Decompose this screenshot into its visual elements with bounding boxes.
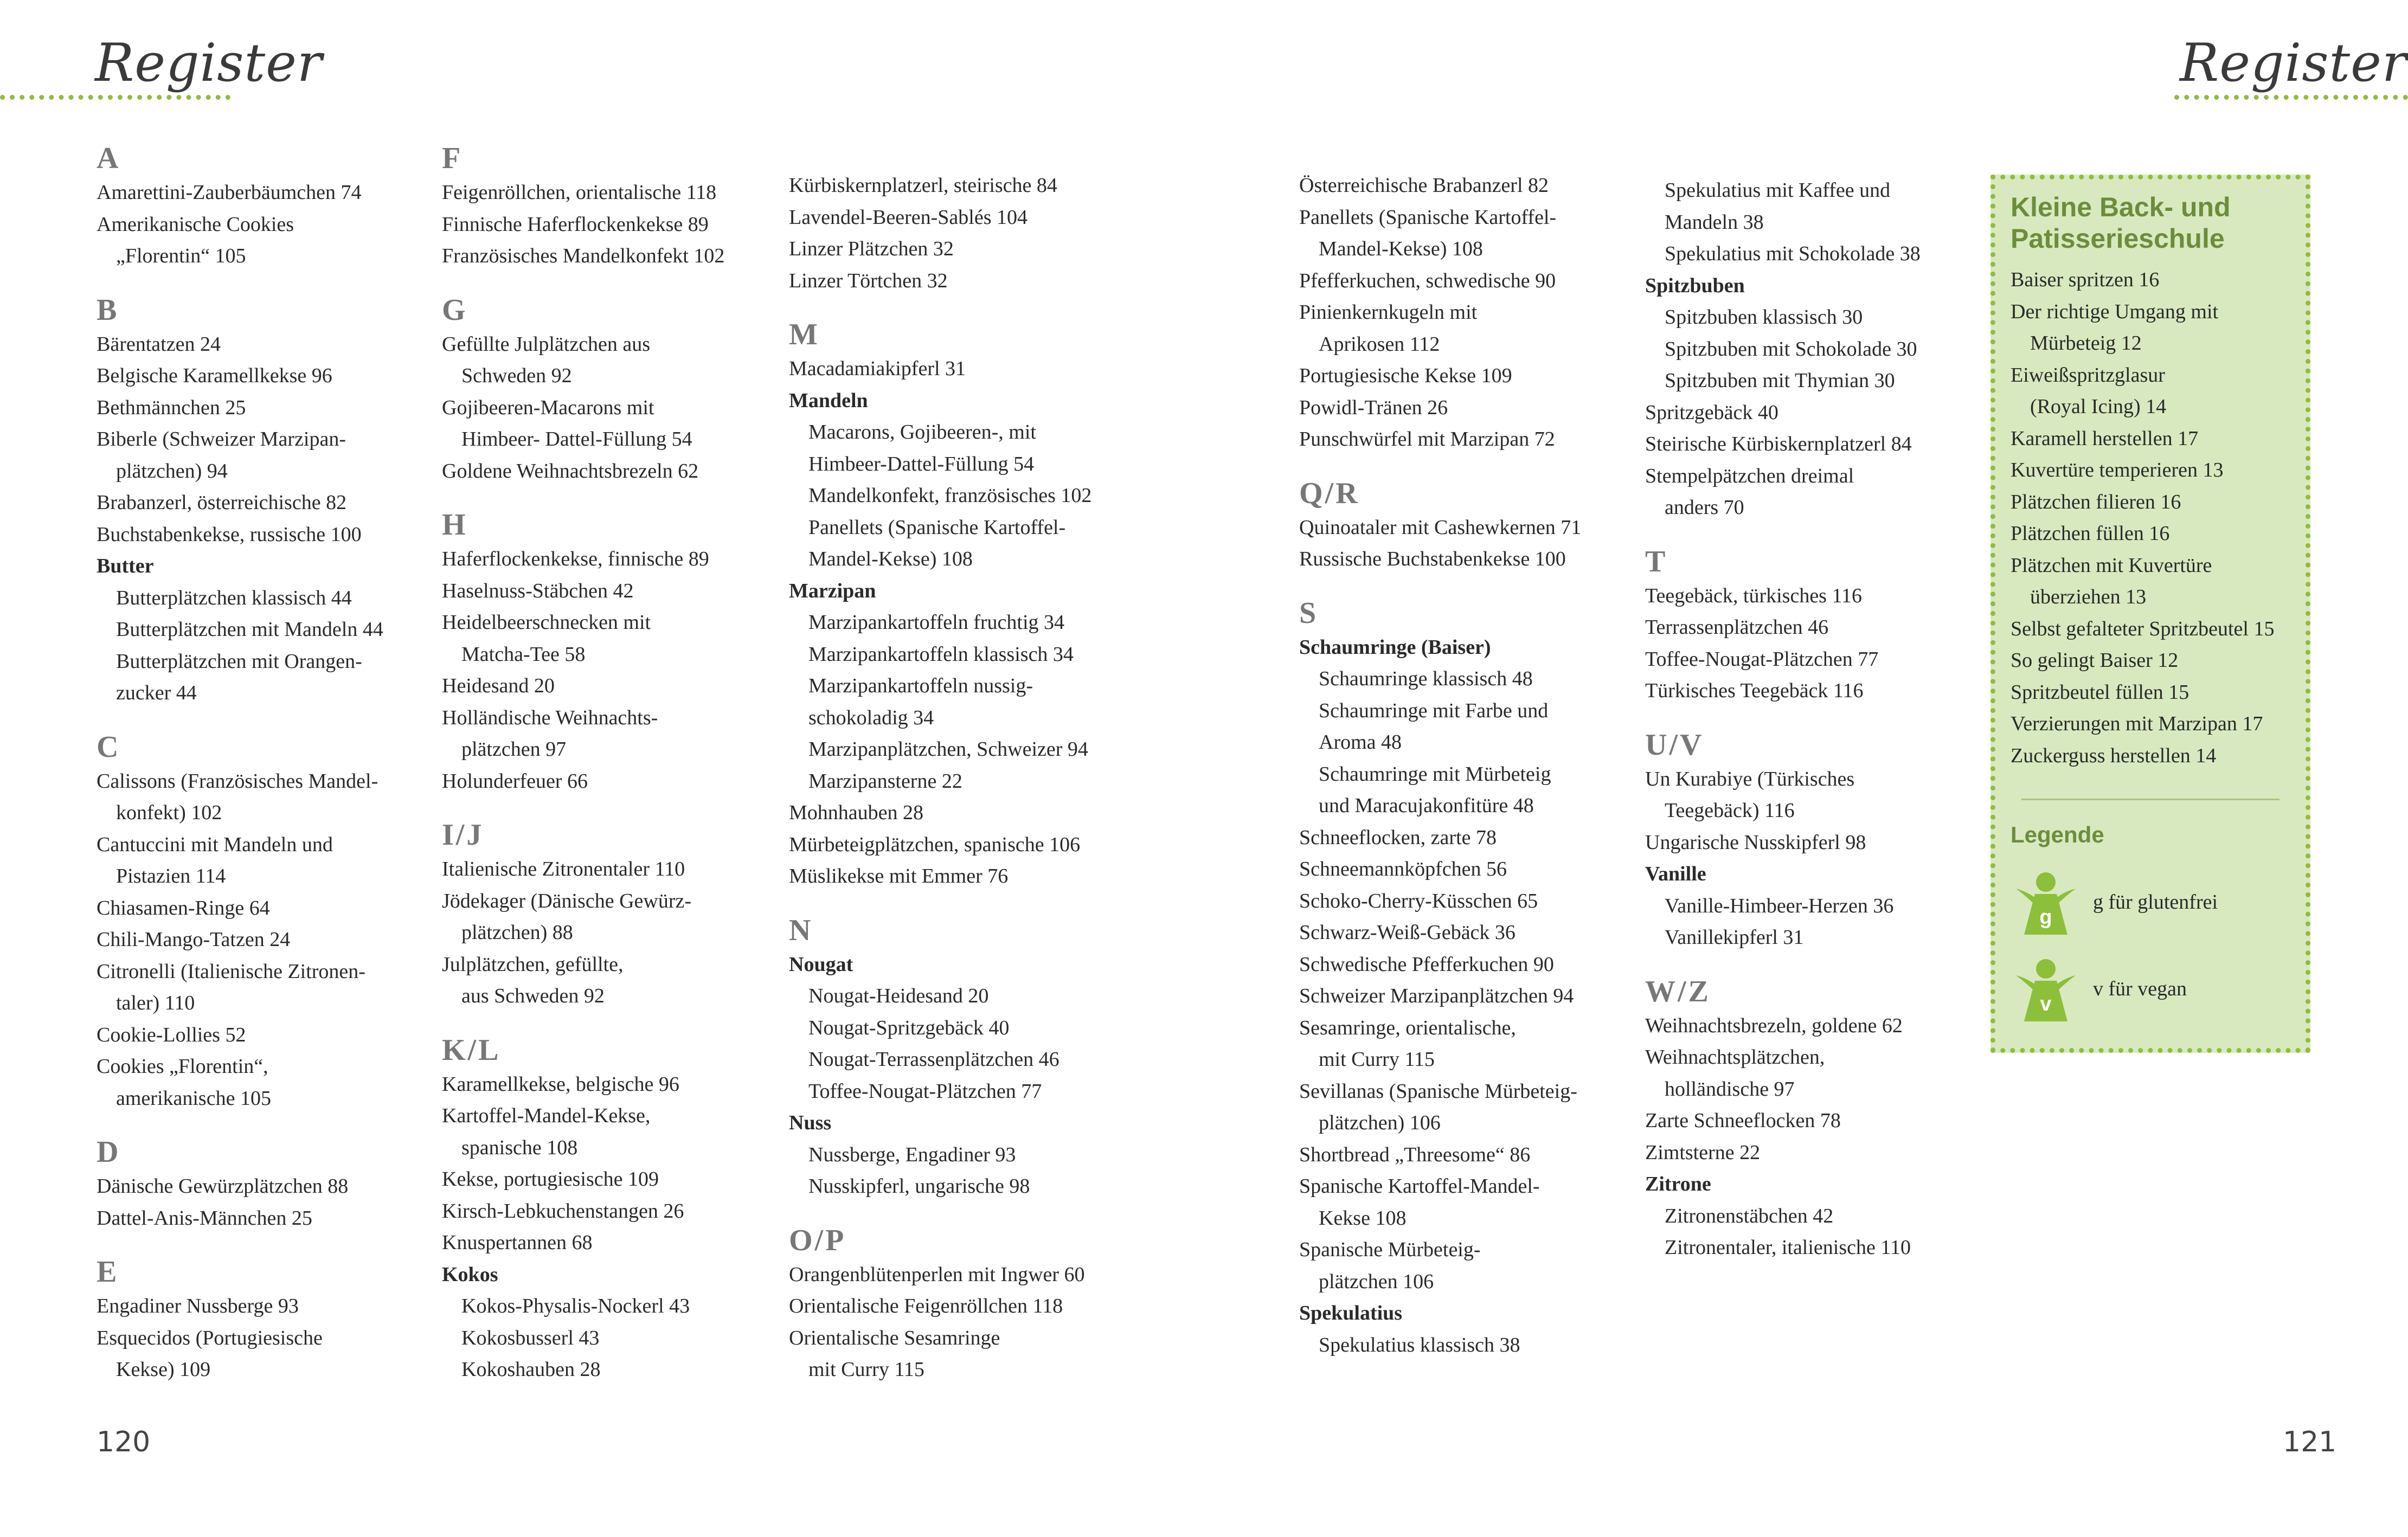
index-entry: Marzipansterne 22 xyxy=(808,769,962,793)
box-entry: Verzierungen mit Marzipan 17 xyxy=(2011,712,2263,735)
index-entry: Schweizer Marzipanplätzchen 94 xyxy=(1299,985,1574,1007)
index-entry: Jödekager (Dänische Gewürz- xyxy=(442,889,692,912)
section-letter: B xyxy=(97,293,119,327)
box-title: Kleine Back- und Patisserieschule xyxy=(2011,192,2231,254)
index-entry: Mandel-Kekse) 108 xyxy=(1319,237,1483,260)
index-entry: Himbeer-Dattel-Füllung 54 xyxy=(808,452,1035,475)
index-entry: Kartoffel-Mandel-Kekse, xyxy=(442,1104,651,1127)
section-letter: T xyxy=(1645,544,1668,578)
index-entry: Vanille-Himbeer-Herzen 36 xyxy=(1665,894,1894,917)
index-entry: und Maracujakonfitüre 48 xyxy=(1319,794,1534,817)
index-entry: Kekse 108 xyxy=(1319,1206,1407,1230)
index-entry: Pinienkernkugeln mit xyxy=(1299,301,1478,324)
index-entry: spanische 108 xyxy=(461,1136,578,1159)
index-entry: Spanische Kartoffel-Mandel- xyxy=(1299,1175,1540,1198)
index-entry: Nusskipferl, ungarische 98 xyxy=(808,1175,1030,1198)
box-entry: (Royal Icing) 14 xyxy=(2030,395,2167,418)
index-entry: Nougat-Spritzgebäck 40 xyxy=(808,1016,1010,1039)
index-entry: Panellets (Spanische Kartoffel- xyxy=(808,516,1066,539)
index-entry: Belgische Karamellkekse 96 xyxy=(97,364,332,387)
box-entry: Plätzchen füllen 16 xyxy=(2011,522,2170,545)
legend-label-vegan: v für vegan xyxy=(2093,977,2187,1000)
index-group-heading: Marzipan xyxy=(789,579,876,602)
index-column-5 xyxy=(1645,175,1970,1264)
index-entry: Nussberge, Engadiner 93 xyxy=(808,1143,1016,1166)
index-entry: mit Curry 115 xyxy=(1319,1048,1435,1071)
box-entry: Selbst gefalteter Spritzbeutel 15 xyxy=(2011,617,2275,640)
index-entry: Butterplätzchen mit Orangen- xyxy=(116,649,362,673)
index-entry: Mandel-Kekse) 108 xyxy=(808,548,973,570)
index-entry: Aroma 48 xyxy=(1319,731,1402,754)
box-entry: Spritzbeutel füllen 15 xyxy=(2011,680,2189,704)
index-entry: Knuspertannen 68 xyxy=(442,1231,593,1254)
index-entry: Müslikekse mit Emmer 76 xyxy=(789,865,1009,888)
index-entry: Schneeflocken, zarte 78 xyxy=(1299,826,1497,849)
index-entry: konfekt) 102 xyxy=(116,801,222,824)
index-entry: Gojibeeren-Macarons mit xyxy=(442,396,654,419)
index-entry: Kokos-Physalis-Nockerl 43 xyxy=(461,1295,690,1317)
section-letter: F xyxy=(442,142,463,175)
index-entry: Engadiner Nussberge 93 xyxy=(97,1295,299,1317)
index-entry: Zarte Schneeflocken 78 xyxy=(1645,1109,1841,1132)
index-entry: Orientalische Feigenröllchen 118 xyxy=(789,1295,1063,1317)
index-entry: aus Schweden 92 xyxy=(461,985,605,1007)
index-entry: Bethmännchen 25 xyxy=(97,396,246,419)
section-letter: U/V xyxy=(1645,728,1704,762)
section-letter: G xyxy=(442,293,468,327)
index-entry: Türkisches Teegebäck 116 xyxy=(1645,679,1864,702)
index-entry: Zimtsterne 22 xyxy=(1645,1141,1761,1164)
index-entry: Aprikosen 112 xyxy=(1319,332,1440,356)
index-entry: Butterplätzchen mit Mandeln 44 xyxy=(116,618,383,641)
index-entry: Russische Buchstabenkekse 100 xyxy=(1299,548,1566,570)
patisserie-school-box xyxy=(1990,175,2310,1053)
legend-row-vegan xyxy=(2011,951,2290,1027)
box-entry: Eiweißspritzglasur xyxy=(2011,363,2165,387)
index-entry: Mürbeteigplätzchen, spanische 106 xyxy=(789,833,1081,856)
index-group-heading: Mandeln xyxy=(789,389,868,412)
page-number-right: 121 xyxy=(2283,1426,2337,1458)
index-entry: Kekse, portugiesische 109 xyxy=(442,1168,659,1191)
box-entry: überziehen 13 xyxy=(2030,586,2147,608)
index-entry: Orientalische Sesamringe xyxy=(789,1326,1000,1349)
right-header-rule xyxy=(2174,95,2408,100)
index-entry: Chiasamen-Ringe 64 xyxy=(97,896,270,919)
index-entry: Zitronenstäbchen 42 xyxy=(1665,1204,1834,1227)
index-entry: Nougat-Terrassenplätzchen 46 xyxy=(808,1048,1059,1071)
index-column-1 xyxy=(97,141,422,1386)
index-entry: Mohnhauben 28 xyxy=(789,801,924,824)
index-entry: holländische 97 xyxy=(1665,1077,1795,1101)
index-entry: Spekulatius mit Schokolade 38 xyxy=(1665,242,1921,265)
index-entry: Cookie-Lollies 52 xyxy=(97,1023,246,1046)
legend-row-glutenfree xyxy=(2011,864,2290,940)
index-entry: Biberle (Schweizer Marzipan- xyxy=(97,428,346,451)
legend-label-glutenfree: g für glutenfrei xyxy=(2093,891,2218,914)
index-entry: Schaumringe klassisch 48 xyxy=(1319,667,1533,690)
index-entry: Spritzgebäck 40 xyxy=(1645,401,1778,424)
index-entry: mit Curry 115 xyxy=(808,1358,924,1381)
section-letter: C xyxy=(97,730,121,764)
index-entry: taler) 110 xyxy=(116,992,195,1014)
index-entry: Zitronentaler, italienische 110 xyxy=(1665,1236,1911,1259)
right-header-title: Register xyxy=(2180,33,2407,93)
index-entry: Macadamiakipferl 31 xyxy=(789,357,966,380)
index-column-2 xyxy=(442,141,767,1386)
index-group-heading: Nougat xyxy=(789,953,853,976)
index-entry: Matcha-Tee 58 xyxy=(461,642,586,666)
index-entry: plätzchen) 106 xyxy=(1319,1111,1441,1134)
section-letter: M xyxy=(789,318,820,351)
index-column-4 xyxy=(1299,170,1624,1361)
index-entry: Butterplätzchen klassisch 44 xyxy=(116,586,352,609)
box-entry: So gelingt Baiser 12 xyxy=(2011,649,2179,672)
index-entry: Schaumringe mit Farbe und xyxy=(1319,699,1549,722)
index-entry: Nougat-Heidesand 20 xyxy=(808,985,989,1007)
index-entry: Weihnachtsplätzchen, xyxy=(1645,1046,1825,1069)
index-entry: Cantuccini mit Mandeln und xyxy=(97,833,333,856)
section-letter: H xyxy=(442,508,468,542)
index-entry: Quinoataler mit Cashewkernen 71 xyxy=(1299,516,1582,539)
index-entry: Kokosbusserl 43 xyxy=(461,1326,600,1349)
index-entry: Ungarische Nusskipferl 98 xyxy=(1645,831,1866,854)
index-entry: Französisches Mandelkonfekt 102 xyxy=(442,245,725,267)
section-letter: E xyxy=(97,1255,119,1289)
index-entry: Schwedische Pfefferkuchen 90 xyxy=(1299,953,1554,976)
index-entry: Schneemannköpfchen 56 xyxy=(1299,858,1507,880)
index-entry: Heidelbeerschnecken mit xyxy=(442,611,651,634)
index-entry: zucker 44 xyxy=(116,681,197,704)
index-entry: anders 70 xyxy=(1665,496,1744,519)
index-entry: Powidl-Tränen 26 xyxy=(1299,396,1448,419)
box-entry: Mürbeteig 12 xyxy=(2030,332,2142,355)
index-entry: Kekse) 109 xyxy=(116,1358,211,1381)
index-entry: Orangenblütenperlen mit Ingwer 60 xyxy=(789,1263,1085,1286)
index-entry: Amerikanische Cookies xyxy=(97,213,294,236)
box-entry: Kuvertüre temperieren 13 xyxy=(2011,459,2224,481)
index-group-heading: Kokos xyxy=(442,1263,498,1286)
box-entry: Plätzchen mit Kuvertüre xyxy=(2011,554,2212,577)
index-entry: Shortbread „Threesome“ 86 xyxy=(1299,1143,1531,1166)
index-entry: Gefüllte Julplätzchen aus xyxy=(442,332,651,356)
index-entry: Dattel-Anis-Männchen 25 xyxy=(97,1206,312,1230)
index-entry: Mandeln 38 xyxy=(1665,210,1764,234)
section-letter: W/Z xyxy=(1645,974,1711,1008)
index-entry: Kokoshauben 28 xyxy=(461,1358,601,1381)
index-entry: Karamellkekse, belgische 96 xyxy=(442,1072,679,1096)
index-entry: Bärentatzen 24 xyxy=(97,332,221,356)
index-entry: Spitzbuben mit Thymian 30 xyxy=(1665,369,1895,392)
left-header-title: Register xyxy=(95,33,323,93)
index-entry: Sesamringe, orientalische, xyxy=(1299,1016,1516,1039)
index-entry: Finnische Haferflockenkekse 89 xyxy=(442,213,709,236)
index-entry: Stempelpätzchen dreimal xyxy=(1645,464,1854,487)
legend-title: Legende xyxy=(2011,822,2104,847)
index-group-heading: Nuss xyxy=(789,1111,832,1134)
index-group-heading: Vanille xyxy=(1645,863,1706,885)
section-letter: Q/R xyxy=(1299,476,1360,510)
index-entry: plätzchen) 88 xyxy=(461,921,573,944)
section-letter: S xyxy=(1299,596,1319,630)
page-number-left: 120 xyxy=(97,1426,151,1458)
box-divider xyxy=(2021,799,2279,800)
index-entry: Toffee-Nougat-Plätzchen 77 xyxy=(1645,647,1879,671)
section-letter: K/L xyxy=(442,1033,501,1067)
index-group-heading: Spitzbuben xyxy=(1645,274,1745,297)
angel-v-letter: v xyxy=(2040,993,2052,1015)
index-group-heading: Schaumringe (Baiser) xyxy=(1299,635,1491,659)
index-entry: Holunderfeuer 66 xyxy=(442,769,588,793)
index-entry: Kürbiskernplatzerl, steirische 84 xyxy=(789,174,1057,197)
index-entry: Teegebäck) 116 xyxy=(1665,799,1795,822)
angel-g-letter: g xyxy=(2039,906,2052,929)
index-entry: Sevillanas (Spanische Mürbeteig- xyxy=(1299,1079,1577,1103)
index-entry: Vanillekipferl 31 xyxy=(1665,926,1804,949)
index-entry: Marzipankartoffeln klassisch 34 xyxy=(808,642,1074,666)
index-entry: Spekulatius klassisch 38 xyxy=(1319,1333,1520,1356)
section-letter: A xyxy=(97,142,121,175)
index-entry: Brabanzerl, österreichische 82 xyxy=(97,491,347,514)
index-entry: Marzipanplätzchen, Schweizer 94 xyxy=(808,738,1088,761)
box-entry: Der richtige Umgang mit xyxy=(2011,300,2219,323)
index-entry: Goldene Weihnachtsbrezeln 62 xyxy=(442,459,699,483)
index-entry: Portugiesische Kekse 109 xyxy=(1299,364,1512,387)
index-entry: Schaumringe mit Mürbeteig xyxy=(1319,762,1551,786)
index-entry: Marzipankartoffeln fruchtig 34 xyxy=(808,611,1065,634)
index-entry: Spitzbuben klassisch 30 xyxy=(1665,306,1863,329)
box-items xyxy=(2011,264,2290,771)
index-entry: Italienische Zitronentaler 110 xyxy=(442,858,685,880)
box-entry: Baiser spritzen 16 xyxy=(2011,268,2160,291)
index-entry: Citronelli (Italienische Zitronen- xyxy=(97,960,365,983)
section-letter: D xyxy=(97,1135,121,1169)
index-entry: Spitzbuben mit Schokolade 30 xyxy=(1665,337,1917,361)
index-entry: Toffee-Nougat-Plätzchen 77 xyxy=(808,1079,1042,1103)
index-entry: Linzer Törtchen 32 xyxy=(789,269,948,292)
index-entry: plätzchen 106 xyxy=(1319,1270,1434,1293)
index-entry: Heidesand 20 xyxy=(442,674,555,697)
index-entry: Un Kurabiye (Türkisches xyxy=(1645,767,1855,790)
index-entry: Marzipankartoffeln nussig- xyxy=(808,674,1033,697)
index-entry: amerikanische 105 xyxy=(116,1086,271,1110)
index-entry: Steirische Kürbiskernplatzerl 84 xyxy=(1645,433,1912,455)
index-entry: Terrassenplätzchen 46 xyxy=(1645,616,1829,639)
index-entry: „Florentin“ 105 xyxy=(116,245,246,267)
index-entry: Spanische Mürbeteig- xyxy=(1299,1238,1481,1261)
index-entry: Himbeer- Dattel-Füllung 54 xyxy=(461,428,692,451)
angel-g-icon xyxy=(2011,867,2081,937)
index-entry: Weihnachtsbrezeln, goldene 62 xyxy=(1645,1014,1903,1037)
index-entry: Schweden 92 xyxy=(461,364,572,387)
index-entry: Linzer Plätzchen 32 xyxy=(789,237,954,260)
index-entry: Julplätzchen, gefüllte, xyxy=(442,953,624,976)
index-entry: schokoladig 34 xyxy=(808,706,934,729)
index-entry: Kirsch-Lebkuchenstangen 26 xyxy=(442,1199,684,1223)
box-entry: Plätzchen filieren 16 xyxy=(2011,490,2181,513)
index-entry: Macarons, Gojibeeren-, mit xyxy=(808,421,1036,443)
section-letter: I/J xyxy=(442,818,484,852)
section-letter: O/P xyxy=(789,1223,846,1257)
index-entry: Amarettini-Zauberbäumchen 74 xyxy=(97,181,362,204)
index-entry: Cookies „Florentin“, xyxy=(97,1055,268,1078)
index-entry: Schwarz-Weiß-Gebäck 36 xyxy=(1299,921,1516,944)
index-entry: Feigenröllchen, orientalische 118 xyxy=(442,181,717,204)
index-group-heading: Spekulatius xyxy=(1299,1302,1403,1324)
index-entry: plätzchen) 94 xyxy=(116,459,228,483)
index-group-heading: Zitrone xyxy=(1645,1173,1711,1195)
index-entry: Panellets (Spanische Kartoffel- xyxy=(1299,205,1557,229)
index-entry: Mandelkonfekt, französisches 102 xyxy=(808,484,1092,507)
index-entry: Schoko-Cherry-Küsschen 65 xyxy=(1299,889,1538,912)
index-entry: Lavendel-Beeren-Sablés 104 xyxy=(789,205,1028,229)
index-entry: Teegebäck, türkisches 116 xyxy=(1645,584,1863,607)
box-entry: Zuckerguss herstellen 14 xyxy=(2011,744,2217,767)
angel-v-icon xyxy=(2011,954,2081,1024)
index-entry: Holländische Weihnachts- xyxy=(442,706,658,729)
index-entry: Haferflockenkekse, finnische 89 xyxy=(442,548,709,570)
index-entry: Buchstabenkekse, russische 100 xyxy=(97,523,362,546)
index-entry: Calissons (Französisches Mandel- xyxy=(97,769,378,793)
index-column-3 xyxy=(789,170,1114,1386)
index-entry: Haselnuss-Stäbchen 42 xyxy=(442,579,634,602)
index-group-heading: Butter xyxy=(97,555,154,577)
index-entry: Punschwürfel mit Marzipan 72 xyxy=(1299,428,1555,451)
index-entry: Dänische Gewürzplätzchen 88 xyxy=(97,1175,349,1198)
index-entry: plätzchen 97 xyxy=(461,738,567,761)
index-entry: Spekulatius mit Kaffee und xyxy=(1665,179,1891,202)
index-entry: Pistazien 114 xyxy=(116,865,226,888)
index-entry: Pfefferkuchen, schwedische 90 xyxy=(1299,269,1556,292)
index-entry: Chili-Mango-Tatzen 24 xyxy=(97,928,291,951)
index-entry: Österreichische Brabanzerl 82 xyxy=(1299,174,1549,197)
section-letter: N xyxy=(789,913,813,947)
index-entry: Esquecidos (Portugiesische xyxy=(97,1326,323,1349)
box-entry: Karamell herstellen 17 xyxy=(2011,427,2199,450)
left-header-rule xyxy=(0,95,230,100)
